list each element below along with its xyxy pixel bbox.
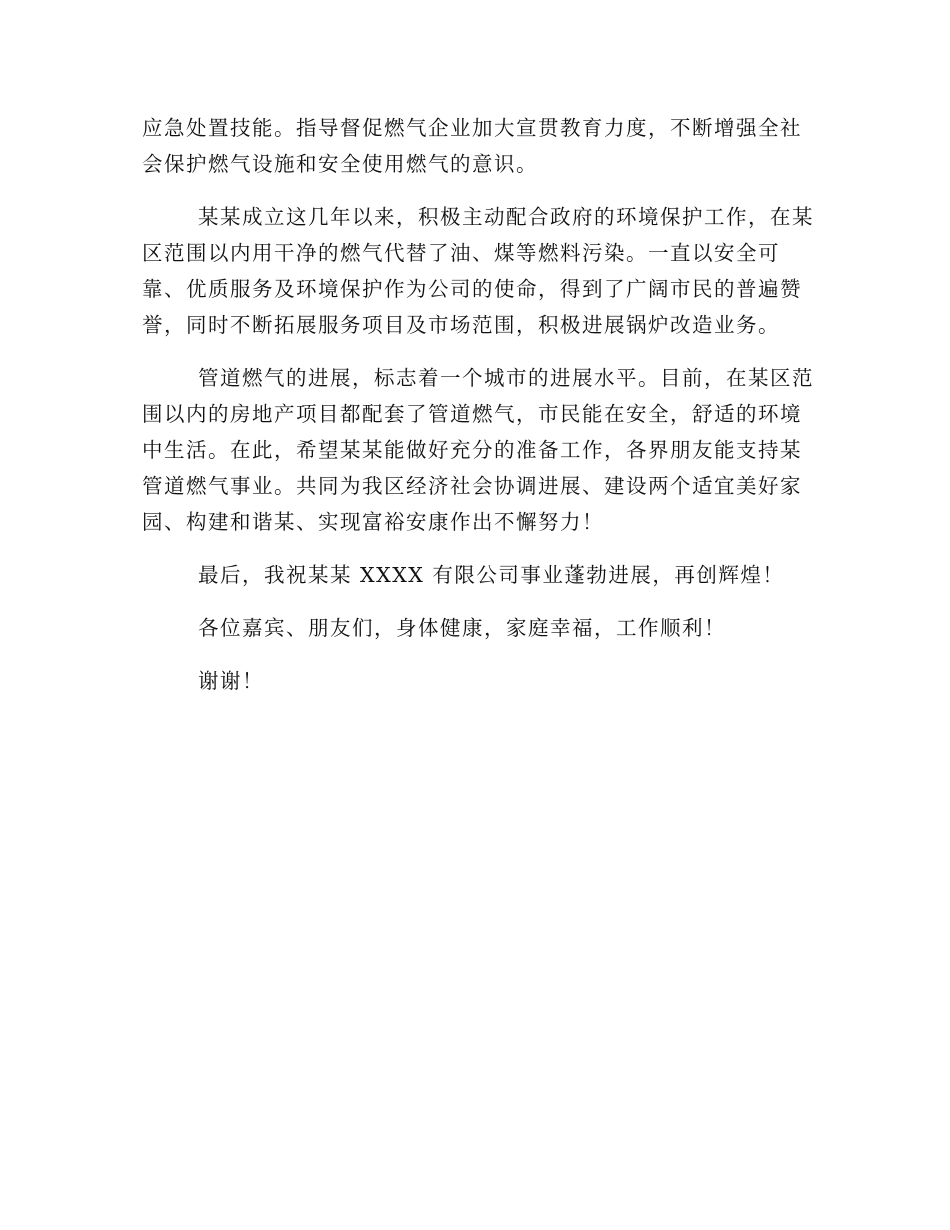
paragraph-line: 围以内的房地产项目都配套了管道燃气，市民能在安全，舒适的环境 (142, 402, 802, 426)
paragraph-gap (142, 593, 806, 610)
paragraph-line: 管道燃气的进展，标志着一个城市的进展水平。目前，在某区范 (198, 366, 814, 390)
paragraph (142, 110, 806, 182)
paragraph (142, 199, 814, 343)
paragraph-gap (142, 343, 806, 360)
paragraph-line: 某某成立这几年以来，积极主动配合政府的环境保护工作，在某 (198, 205, 814, 229)
paragraph-gap (142, 646, 806, 663)
paragraph-line: 园、构建和谐某、实现富裕安康作出不懈努力！ (142, 510, 604, 534)
paragraph-line: 中生活。在此，希望某某能做好充分的准备工作，各界朋友能支持某 (142, 438, 802, 462)
paragraph (142, 360, 814, 540)
paragraph (142, 557, 806, 593)
paragraph-line: 谢谢！ (198, 669, 264, 693)
paragraph-line: 各位嘉宾、朋友们，身体健康，家庭幸福，工作顺利！ (198, 616, 726, 640)
paragraph-line: 应急处置技能。指导督促燃气企业加大宣贯教育力度，不断增强全社 (142, 116, 802, 140)
paragraph (142, 610, 806, 646)
paragraph-line: 靠、优质服务及环境保护作为公司的使命，得到了广阔市民的普遍赞 (142, 277, 802, 301)
paragraph-line: 誉，同时不断拓展服务项目及市场范围，积极进展锅炉改造业务。 (142, 313, 780, 337)
paragraph-line: 区范围以内用干净的燃气代替了油、煤等燃料污染。一直以安全可 (142, 241, 780, 265)
paragraph-gap (142, 540, 806, 557)
paragraph-line: 会保护燃气设施和安全使用燃气的意识。 (142, 152, 538, 176)
document-body (142, 110, 814, 699)
paragraph-gap (142, 182, 806, 199)
paragraph (142, 663, 806, 699)
paragraph-line: 最后，我祝某某 XXXX 有限公司事业蓬勃进展，再创辉煌！ (198, 563, 785, 587)
paragraph-line: 管道燃气事业。共同为我区经济社会协调进展、建设两个适宜美好家 (142, 474, 802, 498)
